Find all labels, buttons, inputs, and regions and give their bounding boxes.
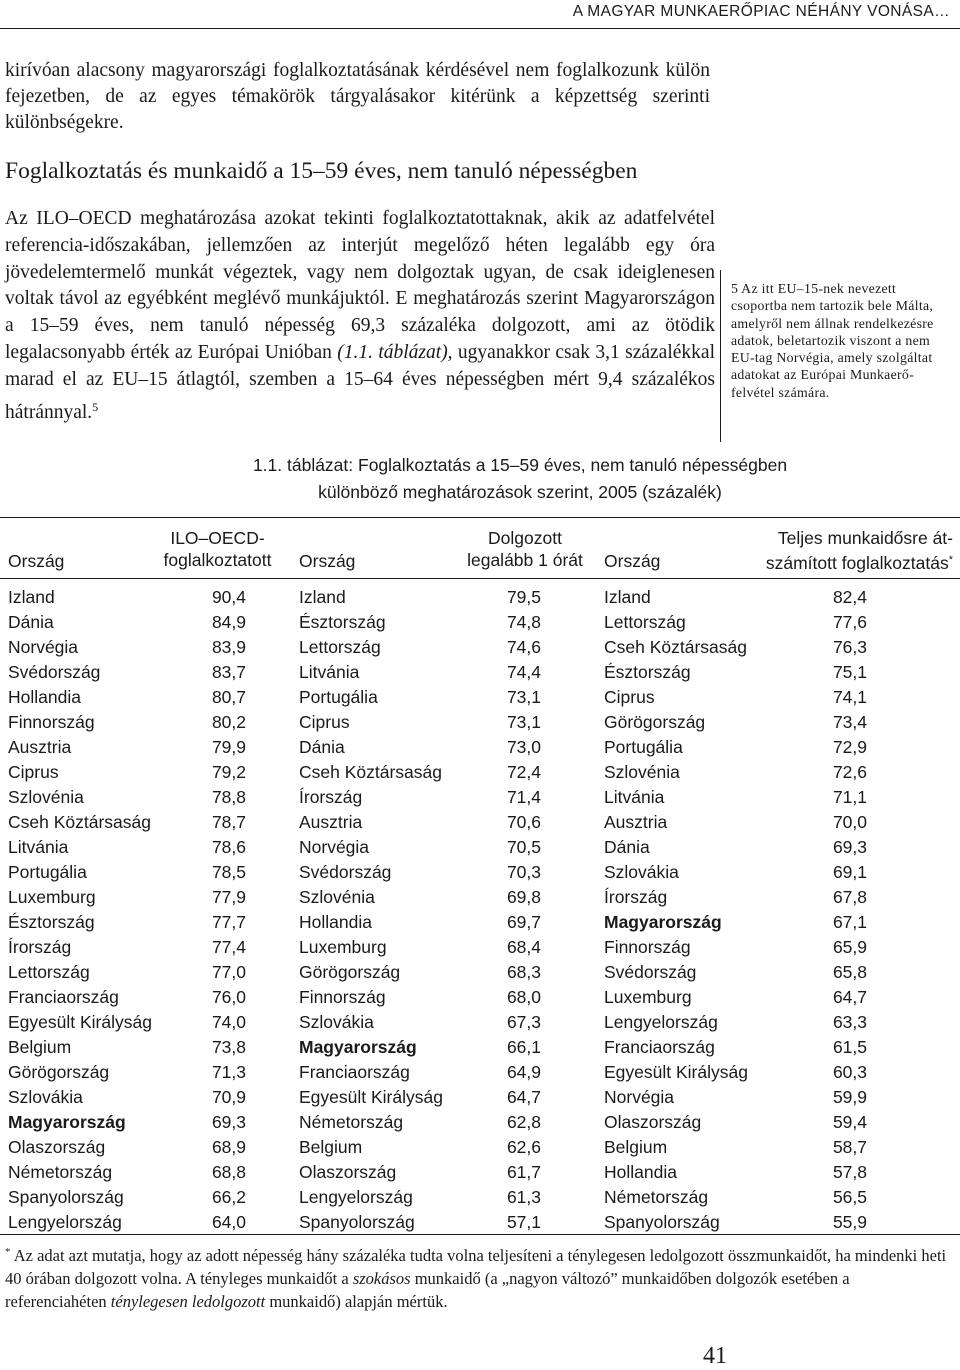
table-row: [604, 1060, 867, 1085]
table-row: [299, 810, 541, 835]
value-cell: 90,4: [211, 587, 246, 607]
table-row: [604, 635, 867, 660]
country-cell: Izland: [8, 587, 55, 607]
value-cell: 73,1: [506, 687, 541, 707]
value-cell: 74,0: [211, 1012, 246, 1032]
value-cell: 67,8: [832, 887, 867, 907]
table-row: [8, 935, 246, 960]
footnote-reference: 5: [92, 399, 99, 414]
value-cell: 68,0: [506, 987, 541, 1007]
value-cell: 58,7: [832, 1137, 867, 1157]
country-cell: Cseh Köztársaság: [8, 812, 151, 832]
value-cell: 69,7: [506, 912, 541, 932]
value-cell: 78,6: [211, 837, 246, 857]
value-cell: 74,4: [506, 662, 541, 682]
country-cell: Dánia: [8, 612, 54, 632]
value-cell: 71,4: [506, 787, 541, 807]
value-cell: 67,3: [506, 1012, 541, 1032]
table-row: [299, 760, 541, 785]
value-cell: 62,8: [506, 1112, 541, 1132]
value-cell: 69,1: [832, 862, 867, 882]
country-cell: Izland: [604, 587, 651, 607]
country-cell: Ciprus: [299, 712, 350, 732]
country-cell: Svédország: [299, 862, 392, 882]
value-cell: 77,6: [832, 612, 867, 632]
header-fte: [745, 527, 953, 574]
table-row: [604, 1035, 867, 1060]
table-row: [299, 985, 541, 1010]
value-cell: 72,4: [506, 762, 541, 782]
body-text-part2: ugyanakkor csak 3,1 százalékkal marad el az EU–15 átlagtól, szemben a 15–64 éves népességben mért 9,4 százalékos hátránnyal.: [5, 341, 715, 423]
country-cell: Hollandia: [8, 687, 81, 707]
table-row: [299, 1135, 541, 1160]
table-caption-line1: 1.1. táblázat: Foglalkoztatás a 15–59 éves, nem tanuló népességben: [252, 455, 788, 475]
table-row: [604, 935, 867, 960]
country-cell: Olaszország: [8, 1137, 106, 1157]
table-row: [604, 710, 867, 735]
table-row: [299, 1210, 541, 1235]
value-cell: 60,3: [832, 1062, 867, 1082]
value-cell: 77,4: [211, 937, 246, 957]
country-cell: Egyesült Királyság: [604, 1062, 748, 1082]
table-row: [8, 585, 246, 610]
country-cell: Németország: [604, 1187, 709, 1207]
country-cell: Írország: [299, 787, 363, 807]
table-row: [299, 1160, 541, 1185]
value-cell: 55,9: [832, 1212, 867, 1232]
value-cell: 72,9: [832, 737, 867, 757]
table-row: [604, 985, 867, 1010]
table-row: [604, 1210, 867, 1235]
country-cell: Hollandia: [604, 1162, 677, 1182]
country-cell: Litvánia: [8, 837, 69, 857]
value-cell: 64,7: [832, 987, 867, 1007]
table-row: [8, 910, 246, 935]
value-cell: 65,9: [832, 937, 867, 957]
value-cell: 56,5: [832, 1187, 867, 1207]
country-cell: Izland: [299, 587, 346, 607]
country-cell: Norvégia: [604, 1087, 675, 1107]
table-row: [8, 810, 246, 835]
header-fte-line2-text: számított foglalkoztatás: [765, 553, 949, 573]
value-cell: 64,9: [506, 1062, 541, 1082]
value-cell: 79,5: [506, 587, 541, 607]
table-header-rule: [0, 578, 960, 579]
column-ilo-oecd: [8, 585, 246, 1235]
table-row: [299, 860, 541, 885]
table-row: [604, 1010, 867, 1035]
country-cell: Hollandia: [299, 912, 372, 932]
header-ilo-line1: ILO–OECD-: [170, 528, 265, 548]
column-full-time-equivalent: [604, 585, 867, 1235]
table-row: [604, 610, 867, 635]
table-row: [299, 710, 541, 735]
value-cell: 62,6: [506, 1137, 541, 1157]
header-country-1: Ország: [8, 551, 65, 571]
country-cell: Franciaország: [299, 1062, 410, 1082]
table-row: [299, 585, 541, 610]
table-row: [8, 635, 246, 660]
value-cell: 69,8: [506, 887, 541, 907]
country-cell: Ausztria: [8, 737, 72, 757]
value-cell: 82,4: [832, 587, 867, 607]
country-cell: Lettország: [604, 612, 686, 632]
table-row: [299, 1035, 541, 1060]
body-paragraph: [5, 206, 715, 426]
table-row: [299, 835, 541, 860]
country-cell: Spanyolország: [8, 1187, 124, 1207]
country-cell: Norvégia: [299, 837, 370, 857]
table-row: [299, 1185, 541, 1210]
value-cell: 76,0: [211, 987, 246, 1007]
country-cell: Belgium: [8, 1037, 72, 1057]
country-cell: Dánia: [299, 737, 345, 757]
country-cell: Lettország: [299, 637, 381, 657]
value-cell: 70,9: [211, 1087, 246, 1107]
table-row: [8, 885, 246, 910]
value-cell: 70,0: [832, 812, 867, 832]
table-row: [8, 1035, 246, 1060]
value-cell: 78,8: [211, 787, 246, 807]
table-row: [8, 1010, 246, 1035]
table-row: [8, 660, 246, 685]
country-cell: Németország: [299, 1112, 404, 1132]
country-cell: Szlovákia: [299, 1012, 374, 1032]
value-cell: 68,8: [211, 1162, 246, 1182]
table-row: [8, 1185, 246, 1210]
table-row: [604, 585, 867, 610]
table-row: [604, 1185, 867, 1210]
table-row: [8, 1110, 246, 1135]
value-cell: 78,5: [211, 862, 246, 882]
country-cell: Olaszország: [604, 1112, 702, 1132]
footnote-mark: *: [5, 1246, 11, 1258]
country-cell: Cseh Köztársaság: [299, 762, 442, 782]
footnote-text-2: munkaidő (a „nagyon változó” munkaidőben dolgozók esetében a referenciahéten: [5, 1269, 850, 1311]
country-cell: Cseh Köztársaság: [604, 637, 747, 657]
country-cell: Lengyelország: [299, 1187, 413, 1207]
value-cell: 84,9: [211, 612, 246, 632]
table-row: [8, 610, 246, 635]
table-row: [8, 1160, 246, 1185]
header-ilo: [150, 527, 285, 571]
country-cell: Észtország: [299, 612, 386, 632]
value-cell: 77,0: [211, 962, 246, 982]
table-row: [8, 1135, 246, 1160]
country-cell: Észtország: [8, 912, 95, 932]
country-cell: Magyarország: [8, 1112, 126, 1132]
value-cell: 78,7: [211, 812, 246, 832]
value-cell: 67,1: [832, 912, 867, 932]
country-cell: Luxemburg: [604, 987, 692, 1007]
country-cell: Belgium: [299, 1137, 363, 1157]
value-cell: 83,9: [211, 637, 246, 657]
footnote-text-1: Az adat azt mutatja, hogy az adott népesség hány százaléka tudta volna teljesíteni a ténylegesen ledolgozott összmunkaidőt, ha mindenki heti 40 órában dolgozott volna. A tényleges munkaidőt a: [5, 1246, 947, 1288]
value-cell: 68,4: [506, 937, 541, 957]
table-row: [299, 1085, 541, 1110]
value-cell: 80,2: [211, 712, 246, 732]
header-fte-line2: [745, 549, 953, 574]
country-cell: Szlovénia: [604, 762, 680, 782]
country-cell: Ciprus: [604, 687, 655, 707]
value-cell: 70,5: [506, 837, 541, 857]
table-row: [299, 660, 541, 685]
country-cell: Görögország: [8, 1062, 110, 1082]
country-cell: Írország: [8, 937, 72, 957]
country-cell: Finnország: [8, 712, 95, 732]
table-row: [299, 610, 541, 635]
value-cell: 74,1: [832, 687, 867, 707]
section-heading: Foglalkoztatás és munkaidő a 15–59 éves, nem tanuló népességben: [5, 158, 638, 184]
table-row: [8, 785, 246, 810]
country-cell: Litvánia: [299, 662, 360, 682]
table-row: [604, 885, 867, 910]
country-cell: Svédország: [604, 962, 697, 982]
country-cell: Szlovénia: [299, 887, 375, 907]
country-cell: Észtország: [604, 662, 691, 682]
header-country-3: Ország: [604, 551, 661, 571]
value-cell: 61,7: [506, 1162, 541, 1182]
table-row: [299, 1010, 541, 1035]
value-cell: 64,0: [211, 1212, 246, 1232]
table-row: [8, 685, 246, 710]
country-cell: Lettország: [8, 962, 90, 982]
table-row: [8, 710, 246, 735]
value-cell: 69,3: [211, 1112, 246, 1132]
value-cell: 61,5: [832, 1037, 867, 1057]
value-cell: 76,3: [832, 637, 867, 657]
running-head: A MAGYAR MUNKAERŐPIAC NÉHÁNY VONÁSA…: [572, 3, 950, 20]
table-row: [8, 960, 246, 985]
table-row: [8, 1060, 246, 1085]
country-cell: Magyarország: [299, 1037, 417, 1057]
country-cell: Németország: [8, 1162, 113, 1182]
table-row: [604, 760, 867, 785]
country-cell: Magyarország: [604, 912, 722, 932]
value-cell: 71,3: [211, 1062, 246, 1082]
country-cell: Egyesült Királyság: [299, 1087, 443, 1107]
value-cell: 73,0: [506, 737, 541, 757]
value-cell: 59,9: [832, 1087, 867, 1107]
table-row: [604, 1085, 867, 1110]
country-cell: Luxemburg: [299, 937, 387, 957]
column-worked-1-hour: [299, 585, 541, 1235]
country-cell: Egyesült Királyság: [8, 1012, 152, 1032]
table-row: [604, 685, 867, 710]
value-cell: 70,3: [506, 862, 541, 882]
country-cell: Spanyolország: [604, 1212, 720, 1232]
country-cell: Luxemburg: [8, 887, 96, 907]
table-row: [604, 735, 867, 760]
country-cell: Portugália: [8, 862, 87, 882]
country-cell: Ausztria: [604, 812, 668, 832]
table-caption: [140, 452, 900, 506]
value-cell: 73,4: [832, 712, 867, 732]
value-cell: 72,6: [832, 762, 867, 782]
table-bottom-rule: [0, 1234, 960, 1235]
value-cell: 74,6: [506, 637, 541, 657]
value-cell: 83,7: [211, 662, 246, 682]
table-row: [8, 760, 246, 785]
table-row: [8, 1210, 246, 1235]
margin-note-rule: [720, 270, 721, 442]
table-row: [604, 810, 867, 835]
table-row: [8, 985, 246, 1010]
country-cell: Spanyolország: [299, 1212, 415, 1232]
value-cell: 73,1: [506, 712, 541, 732]
value-cell: 66,2: [211, 1187, 246, 1207]
country-cell: Olaszország: [299, 1162, 397, 1182]
value-cell: 68,3: [506, 962, 541, 982]
value-cell: 79,2: [211, 762, 246, 782]
table-reference: (1.1. táblázat),: [337, 341, 453, 363]
table-row: [299, 910, 541, 935]
value-cell: 71,1: [832, 787, 867, 807]
intro-paragraph: kirívóan alacsony magyarországi foglalkoztatásának kérdésével nem foglalkozunk külön fejezetben, de az egyes témakörök tárgyalásakor kitérünk a képzettség szerinti különbségekre.: [5, 60, 710, 133]
header-ilo-line2: foglalkoztatott: [163, 550, 272, 570]
country-cell: Lengyelország: [8, 1212, 122, 1232]
footnote-italic-2: ténylegesen ledolgozott: [110, 1292, 266, 1311]
table-row: [604, 1110, 867, 1135]
table-row: [299, 635, 541, 660]
value-cell: 57,8: [832, 1162, 867, 1182]
table-row: [604, 910, 867, 935]
country-cell: Görögország: [604, 712, 706, 732]
value-cell: 77,9: [211, 887, 246, 907]
table-row: [299, 685, 541, 710]
body-text-part1: Az ILO–OECD meghatározása azokat tekinti foglalkoztatottaknak, akik az adatfelvétel referencia-időszakában, jellemzően az interjút megelőző héten legalább egy óra jövedelemtermelő munkát végeztek, vagy nem dolgoztak ugyan, de csak ideiglenesen voltak távol az egyébként meglévő munkájuktól. E meghatározás szerint Magyarországon a 15–59 éves, nem tanuló népesség 69,3 százaléka dolgozott, ami az ötödik legalacsonyabb érték az Európai Unióban: [5, 208, 715, 363]
country-cell: Belgium: [604, 1137, 668, 1157]
table-row: [604, 1160, 867, 1185]
value-cell: 74,8: [506, 612, 541, 632]
footnote-italic-1: szokásos: [352, 1269, 411, 1288]
country-cell: Litvánia: [604, 787, 665, 807]
country-cell: Görögország: [299, 962, 401, 982]
value-cell: 68,9: [211, 1137, 246, 1157]
table-row: [299, 960, 541, 985]
table-caption-line2: különböző meghatározások szerint, 2005 (százalék): [318, 482, 722, 502]
value-cell: 64,7: [506, 1087, 541, 1107]
country-cell: Finnország: [299, 987, 386, 1007]
table-row: [8, 860, 246, 885]
table-row: [299, 1110, 541, 1135]
value-cell: 61,3: [506, 1187, 541, 1207]
table-row: [8, 735, 246, 760]
value-cell: 69,3: [832, 837, 867, 857]
country-cell: Franciaország: [604, 1037, 715, 1057]
header-worked: [455, 527, 595, 571]
country-cell: Szlovénia: [8, 787, 84, 807]
country-cell: Svédország: [8, 662, 101, 682]
country-cell: Írország: [604, 887, 668, 907]
country-cell: Lengyelország: [604, 1012, 718, 1032]
value-cell: 79,9: [211, 737, 246, 757]
value-cell: 66,1: [506, 1037, 541, 1057]
country-cell: Finnország: [604, 937, 691, 957]
country-cell: Ciprus: [8, 762, 59, 782]
table-row: [604, 1135, 867, 1160]
header-country-2: Ország: [299, 551, 356, 571]
value-cell: 63,3: [832, 1012, 867, 1032]
value-cell: 57,1: [506, 1212, 541, 1232]
table-row: [299, 735, 541, 760]
page-number: 41: [703, 1343, 727, 1369]
table-row: [604, 785, 867, 810]
country-cell: Szlovákia: [8, 1087, 83, 1107]
table-row: [604, 660, 867, 685]
value-cell: 65,8: [832, 962, 867, 982]
header-fte-line1: Teljes munkaidősre át-: [777, 528, 953, 548]
margin-note: 5 Az itt EU–15-nek nevezett csoportba nem tartozik bele Málta, amelyről nem állnak rendelkezésre adatok, beletartozik viszont a nem EU-tag Norvégia, amely szolgáltat adatokat az Európai Munkaerő-felvétel számára.: [731, 281, 934, 400]
value-cell: 59,4: [832, 1112, 867, 1132]
table-footnote: [5, 1241, 950, 1313]
table-row: [604, 860, 867, 885]
table-row: [299, 935, 541, 960]
header-rule: [0, 28, 960, 29]
footnote-text-3: munkaidő) alapján mértük.: [265, 1292, 448, 1311]
value-cell: 77,7: [211, 912, 246, 932]
header-worked-line1: Dolgozott: [488, 528, 562, 548]
table-row: [604, 835, 867, 860]
table-top-rule: [0, 517, 960, 518]
value-cell: 75,1: [832, 662, 867, 682]
table-row: [8, 1085, 246, 1110]
value-cell: 80,7: [211, 687, 246, 707]
header-fte-mark: *: [948, 554, 953, 566]
country-cell: Portugália: [604, 737, 683, 757]
table-row: [299, 885, 541, 910]
country-cell: Szlovákia: [604, 862, 679, 882]
country-cell: Franciaország: [8, 987, 119, 1007]
table-row: [604, 960, 867, 985]
country-cell: Ausztria: [299, 812, 363, 832]
table-row: [299, 1060, 541, 1085]
header-worked-line2: legalább 1 órát: [467, 550, 583, 570]
table-row: [299, 785, 541, 810]
value-cell: 73,8: [211, 1037, 246, 1057]
country-cell: Portugália: [299, 687, 378, 707]
country-cell: Norvégia: [8, 637, 79, 657]
country-cell: Dánia: [604, 837, 650, 857]
value-cell: 70,6: [506, 812, 541, 832]
table-row: [8, 835, 246, 860]
